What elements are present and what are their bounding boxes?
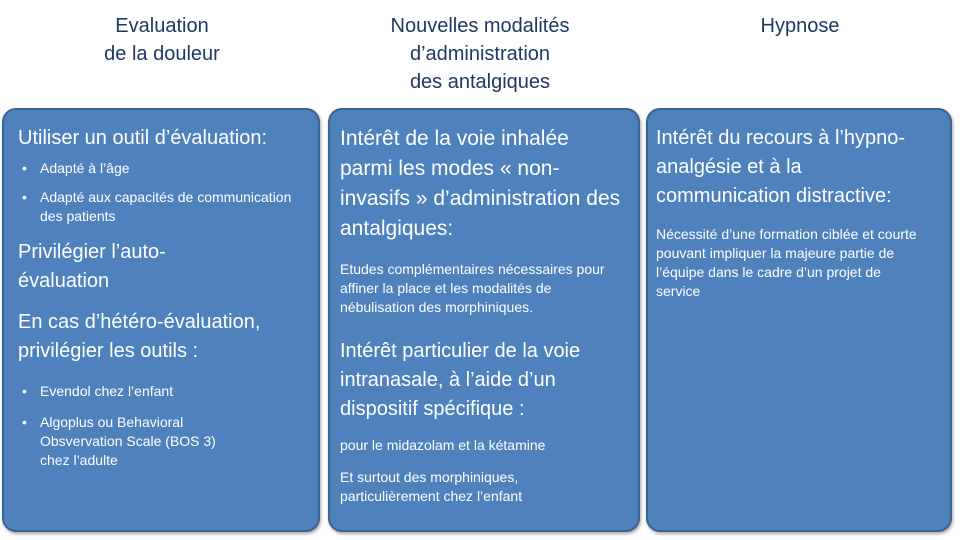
panel2-text-nebulisation: Etudes complémentaires nécessaires pour affiner la place et les modalités de nébulisation des morphiniques. bbox=[340, 261, 605, 315]
panel1-bullets-outil bbox=[18, 159, 304, 226]
bullet-item: • Adapté à l’âge bbox=[18, 159, 304, 178]
panel3-heading-hypno: Intérêt du recours à l’hypno-analgésie et à la communication distractive: bbox=[656, 127, 906, 207]
title-line: de la douleur bbox=[104, 43, 220, 65]
column-title-modalites bbox=[340, 12, 620, 96]
panel3-text-formation: Nécessité d’une formation ciblée et courte pouvant impliquer la majeure partie de l’équipe dans le cadre d’un projet de service bbox=[656, 226, 917, 299]
title-line: d’administration bbox=[409, 43, 551, 65]
title-line: Hypnose bbox=[760, 15, 840, 37]
panel2-text-morphiniques: Et surtout des morphiniques, particulièrement chez l’enfant bbox=[340, 469, 523, 504]
title-line: des antalgiques bbox=[409, 71, 551, 93]
bullet-item: • Algoplus ou Behavioral Obsvervation Scale (BOS 3) chez l’adulte bbox=[18, 413, 245, 470]
column-title-evaluation bbox=[32, 12, 292, 68]
bullet-item: • Evendol chez l’enfant bbox=[18, 382, 304, 401]
panel1-heading-outil: Utiliser un outil d’évaluation: bbox=[18, 127, 268, 149]
panel-hypnose bbox=[646, 108, 952, 532]
panel-modalites bbox=[328, 108, 640, 532]
panel2-heading-inhalee: Intérêt de la voie inhalée parmi les modes « non-invasifs » d’administration des antalgiques: bbox=[340, 127, 621, 240]
column-title-hypnose bbox=[660, 12, 940, 40]
panel2-heading-intranasale: Intérêt particulier de la voie intranasale, à l’aide d’un dispositif spécifique : bbox=[340, 340, 581, 420]
title-line: Nouvelles modalités bbox=[390, 15, 570, 37]
panel1-heading-hetero: En cas d’hétéro-évaluation, privilégier les outils : bbox=[18, 311, 261, 362]
title-line: Evaluation bbox=[115, 15, 209, 37]
bullet-item: • Adapté aux capacités de communication des patients bbox=[18, 188, 304, 226]
panel2-text-midazolam: pour le midazolam et la kétamine bbox=[340, 437, 546, 453]
panel1-heading-auto: Privilégier l’auto-évaluation bbox=[18, 241, 166, 292]
panel-evaluation bbox=[2, 108, 320, 532]
panel1-bullets-outils bbox=[18, 382, 304, 470]
